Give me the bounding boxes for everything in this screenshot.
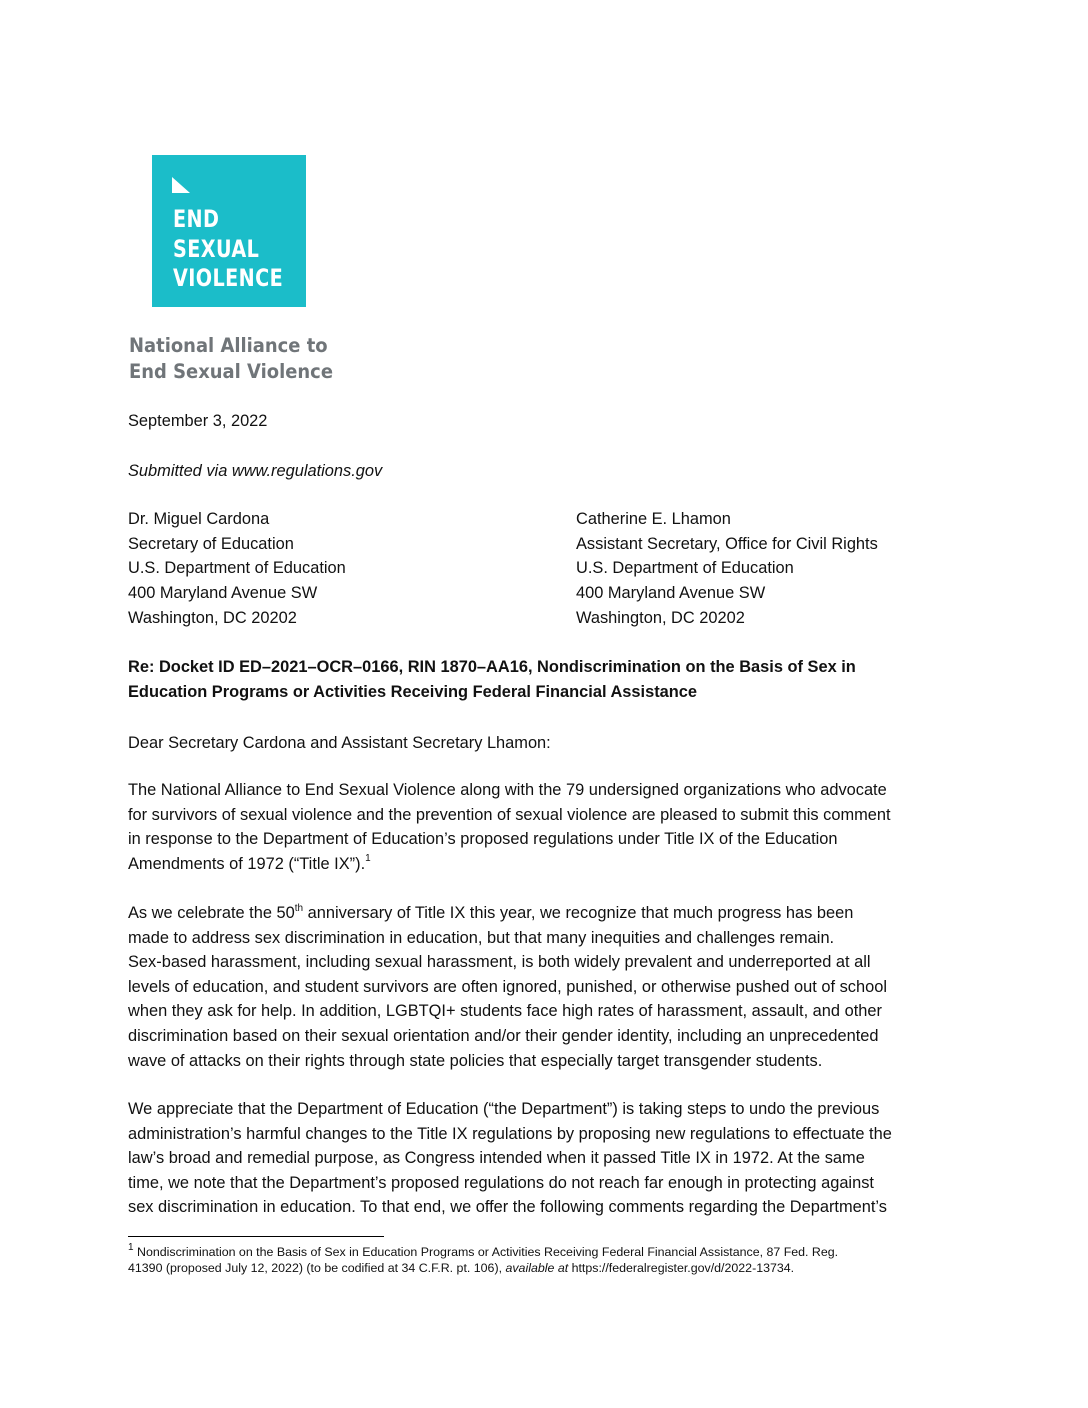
subject-line-text: Re: Docket ID ED–2021–OCR–0166, RIN 1870–AA16, Nondiscrimination on the Basis of Sex in [128,658,856,676]
paragraph-line: discrimination based on their sexual orientation and/or their gender identity, including an unprecedented [128,1026,879,1045]
address-line: Dr. Miguel Cardona [128,510,270,528]
paragraph-line [128,852,891,877]
body-paragraph [128,778,891,876]
logo-text-line: VIOLENCE [173,264,284,292]
triangle-icon [172,177,190,193]
address-line: Washington, DC 20202 [128,608,297,627]
paragraph-line: time, we note that the Department’s proposed regulations do not reach far enough in protecting against [128,1173,874,1192]
footnote-text: Nondiscrimination on the Basis of Sex in Education Programs or Activities Receiving Federal Financial Assistance, 87 Fed. Reg. [133,1245,839,1259]
paragraph-text: Amendments of 1972 (“Title IX”). [128,854,366,873]
footnote-text: 41390 (proposed July 12, 2022) (to be codified at 34 C.F.R. pt. 106), [128,1260,506,1275]
letter-date: September 3, 2022 [128,412,268,430]
paragraph-line: Sex-based harassment, including sexual harassment, is both widely prevalent and underreported at all [128,953,871,972]
address-line: 400 Maryland Avenue SW [128,584,318,603]
paragraph-line: wave of attacks on their rights through state policies that especially target transgender students. [128,1051,823,1070]
paragraph-line: made to address sex discrimination in education, but that many inequities and challenges remain. [128,928,835,947]
paragraph-line: in response to the Department of Education’s proposed regulations under Title IX of the Education [128,830,838,849]
body-paragraph [128,901,887,1073]
footnote-line [128,1261,838,1277]
footnote [128,1241,839,1276]
footnote-text: available at [505,1260,569,1275]
footnote-line [128,1241,839,1261]
paragraph-text: anniversary of Title IX this year, we recognize that much progress has been [303,904,854,922]
salutation: Dear Secretary Cardona and Assistant Secretary Lhamon: [128,734,551,752]
subject-line-text: Education Programs or Activities Receiving Federal Financial Assistance [128,682,698,701]
address-line: 400 Maryland Avenue SW [576,584,766,603]
organization-name [129,333,333,384]
logo-text-line: END [173,205,220,233]
paragraph-line: sex discrimination in education. To that end, we offer the following comments regarding the Department’s [128,1198,887,1217]
ordinal-superscript: th [294,902,304,914]
paragraph-text: As we celebrate the 50 [128,904,295,922]
address-line: Secretary of Education [128,534,294,553]
paragraph-line: for survivors of sexual violence and the prevention of sexual violence are pleased to submit this comment [128,805,891,824]
address-line: U.S. Department of Education [128,559,346,578]
organization-name-line: End Sexual Violence [129,359,333,383]
organization-name-line: National Alliance to [129,334,328,357]
footnote-reference[interactable]: 1 [365,853,371,865]
paragraph-line [128,901,887,926]
footnote-divider [128,1236,384,1237]
logo-text-line: SEXUAL [173,235,260,263]
paragraph-line: The National Alliance to End Sexual Violence along with the 79 undersigned organizations who advocate [128,781,887,799]
paragraph-line: law’s broad and remedial purpose, as Congress intended when it passed Title IX in 1972. At the same [128,1149,865,1168]
submission-note: Submitted via www.regulations.gov [128,462,383,480]
paragraph-line: We appreciate that the Department of Education (“the Department”) is taking steps to undo the previous [128,1100,880,1118]
paragraph-line: administration’s harmful changes to the Title IX regulations by proposing new regulations to effectuate the [128,1124,892,1143]
recipient-address-left [128,507,346,631]
subject-line [128,655,856,704]
address-line: Assistant Secretary, Office for Civil Rights [576,534,878,553]
paragraph-line: when they ask for help. In addition, LGBTQI+ students face high rates of harassment, assault, and other [128,1002,882,1021]
address-line: U.S. Department of Education [576,559,794,578]
end-sexual-violence-logo [152,155,306,307]
address-line: Washington, DC 20202 [576,608,745,627]
recipient-address-right [576,507,878,631]
body-paragraph [128,1097,892,1220]
address-line: Catherine E. Lhamon [576,510,731,528]
footnote-number: 1 [128,1241,134,1253]
paragraph-line: levels of education, and student survivors are often ignored, punished, or otherwise pushed out of school [128,977,887,996]
footnote-link[interactable]: https://federalregister.gov/d/2022-13734. [568,1260,795,1275]
